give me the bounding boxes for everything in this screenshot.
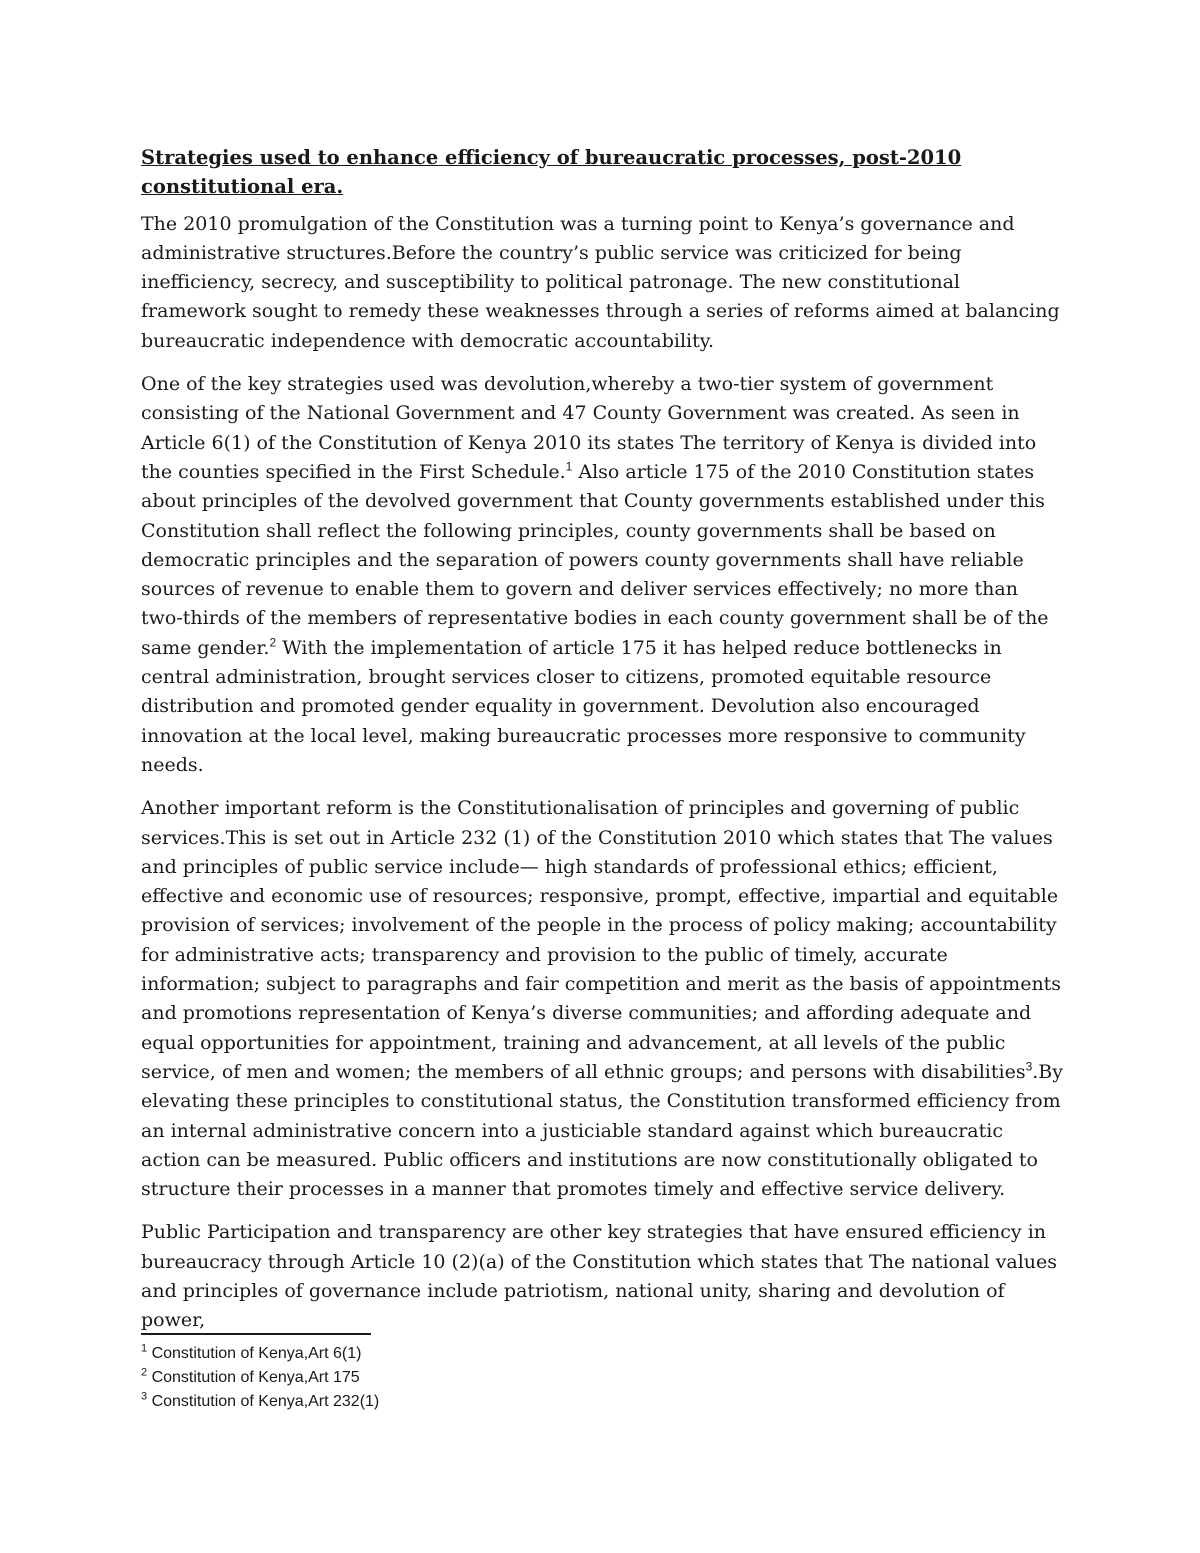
paragraph-public-service (141, 794, 1063, 1204)
footnote-text: Constitution of Kenya,Art 232(1) (147, 1393, 380, 1410)
paragraph-text: One of the key strategies used was devolution,whereby a two-tier system of government consisting of the National Government and 47 County Government was created. As seen in Article 6(1) of the Constitution of Kenya 2010 its states The territory of Kenya is divided into the counties specified in the First Schedule. (141, 373, 1037, 483)
footnote-text: Constitution of Kenya,Art 175 (147, 1369, 360, 1386)
paragraph-text: Also article 175 of the 2010 Constitution states about principles of the devolved government that County governments established under this Constitution shall reflect the following principles, county governments shall be based on democratic principles and the separation of powers county governments shall have reliable sources of revenue to enable them to govern and deliver services effectively; no more than two-thirds of the members of representative bodies in each county government shall be of the same gender. (141, 460, 1049, 659)
paragraph-intro (141, 210, 1063, 356)
footnote-ref-3[interactable]: 3 (1025, 1059, 1033, 1074)
footnote-separator (141, 1333, 371, 1335)
footnote-ref-1[interactable]: 1 (565, 459, 573, 474)
footnote-item (141, 1390, 741, 1414)
paragraph-devolution (141, 370, 1063, 780)
footnote-item (141, 1366, 741, 1390)
footnote-text: Constitution of Kenya,Art 6(1) (147, 1345, 362, 1362)
document-body (141, 143, 1063, 1350)
footnote-item (141, 1342, 741, 1366)
document-title: Strategies used to enhance efficiency of bureaucratic processes, post-2010 constitutional era. (141, 146, 962, 199)
footnote-marker: 1 (141, 1342, 148, 1355)
paragraph-participation (141, 1218, 1063, 1335)
paragraph-text: .By elevating these principles to constitutional status, the Constitution transformed efficiency from an internal administrative concern into a justiciable standard against which bureaucratic action can be measured. Public officers and institutions are now constitutionally obligated to structure their processes in a manner that promotes timely and effective service delivery. (141, 1060, 1064, 1201)
footnote-ref-2[interactable]: 2 (269, 635, 277, 650)
paragraph-text: Public Participation and transparency are other key strategies that have ensured efficiency in bureaucracy through Article 10 (2)(a) of the Constitution which states that The national values and principles of governance include patriotism, national unity, sharing and devolution of power, (141, 1221, 1058, 1332)
paragraph-text: Another important reform is the Constitutionalisation of principles and governing of public services.This is set out in Article 232 (1) of the Constitution 2010 which states that The values and principles of public service include— high standards of professional ethics; efficient, effective and economic use of resources; responsive, prompt, effective, impartial and equitable provision of services; involvement of the people in the process of policy making; accountability for administrative acts; transparency and provision to the public of timely, accurate information; subject to paragraphs and fair competition and merit as the basis of appointments and promotions representation of Kenya’s diverse communities; and affording adequate and equal opportunities for appointment, training and advancement, at all levels of the public service, of men and women; the members of all ethnic groups; and persons with disabilities (141, 797, 1062, 1083)
footnotes (141, 1342, 741, 1414)
footnote-marker: 2 (141, 1366, 148, 1379)
footnote-marker: 3 (141, 1390, 148, 1403)
paragraph-text: The 2010 promulgation of the Constitution was a turning point to Kenya’s governance and administrative structures.Before the country’s public service was criticized for being inefficiency, secrecy, and susceptibility to political patronage. The new constitutional framework sought to remedy these weaknesses through a series of reforms aimed at balancing bureaucratic independence with democratic accountability. (141, 212, 1060, 352)
paragraph-text: With the implementation of article 175 it has helped reduce bottlenecks in central administration, brought services closer to citizens, promoted equitable resource distribution and promoted gender equality in government. Devolution also encouraged innovation at the local level, making bureaucratic processes more responsive to community needs. (141, 636, 1026, 776)
